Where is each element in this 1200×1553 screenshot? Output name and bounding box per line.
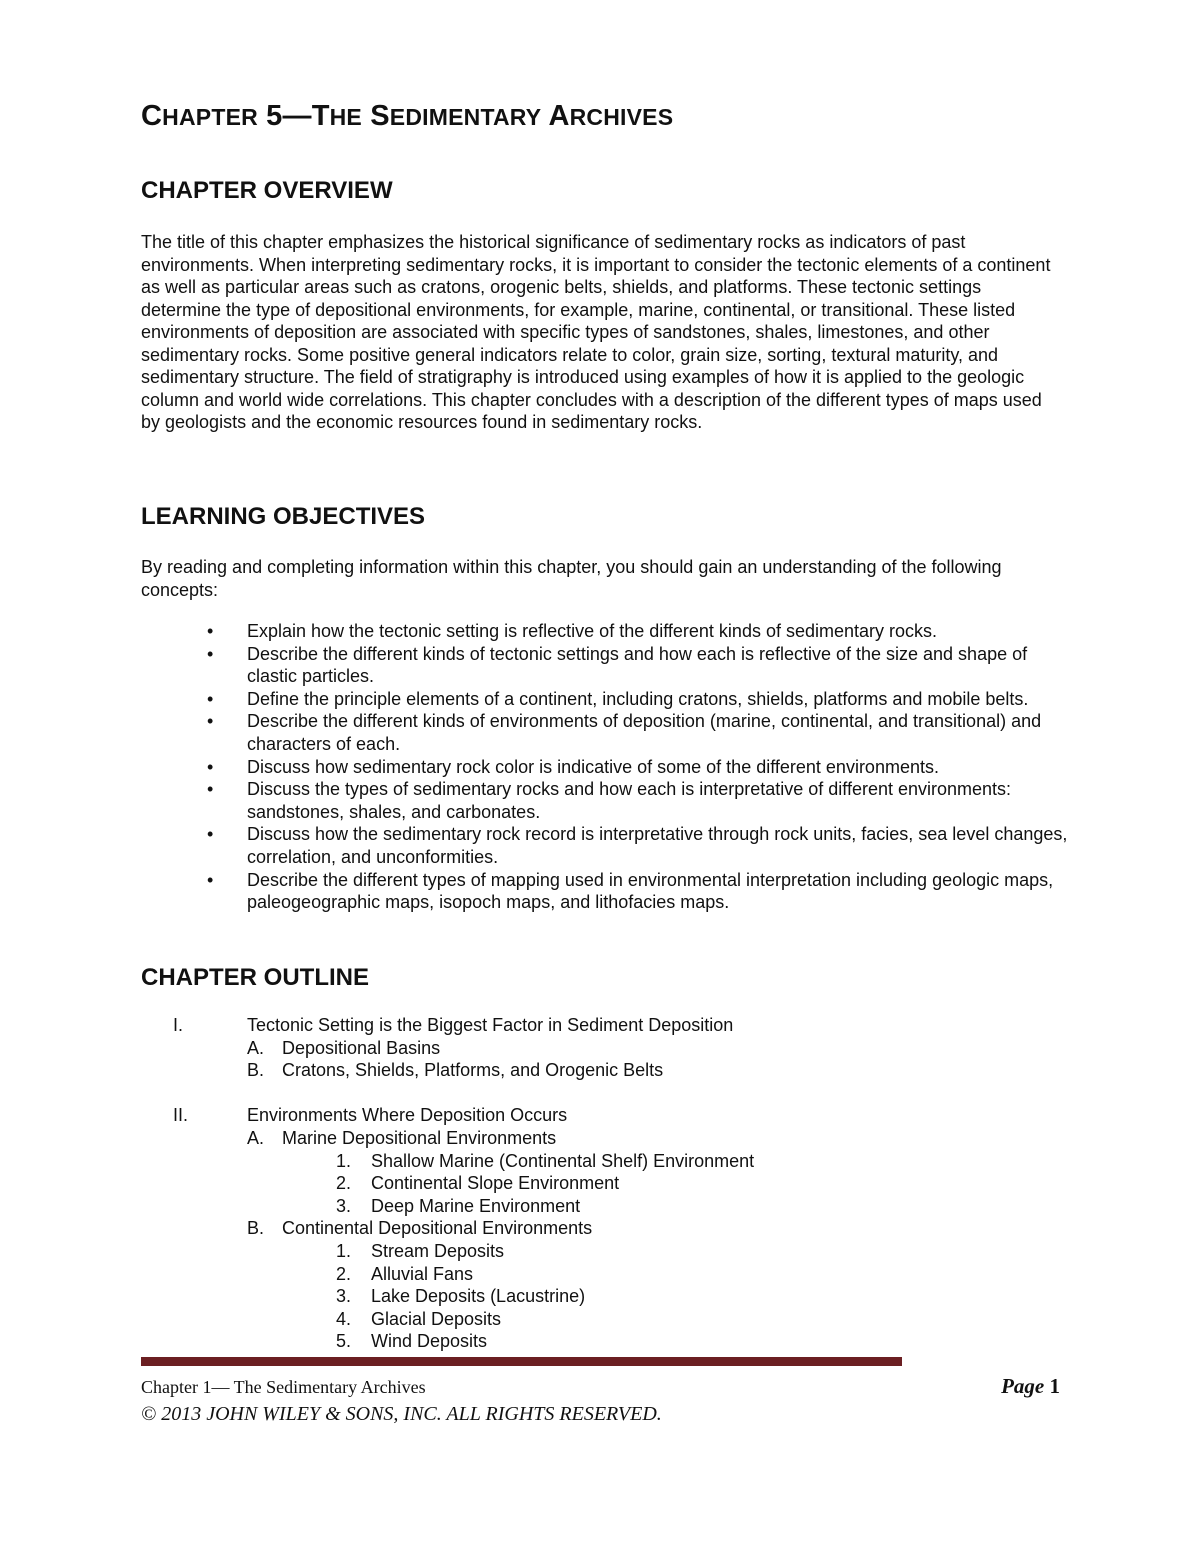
outline-number: II. [173, 1105, 189, 1126]
outline-number: 5. [336, 1331, 352, 1352]
objective-item [141, 756, 1081, 779]
objective-item [141, 620, 1081, 643]
objective-text: Discuss the types of sedimentary rocks and how each is interpretative of different environments: sandstones, shales, and carbonates. [247, 779, 1012, 822]
bullet-icon: • [207, 643, 214, 664]
outline-label: Tectonic Setting is the Biggest Factor in Sediment Deposition [247, 1015, 734, 1035]
outline-subsection [141, 1059, 1041, 1082]
outline-number: A. [247, 1127, 265, 1148]
outline-number: 3. [336, 1195, 352, 1216]
outline-subsection [141, 1217, 1041, 1240]
bullet-icon: • [207, 869, 214, 890]
outline-label: Alluvial Fans [371, 1263, 474, 1284]
bullet-icon: • [207, 779, 214, 800]
outline-number: 3. [336, 1286, 352, 1307]
bullet-icon: • [207, 824, 214, 845]
objective-text: Discuss how sedimentary rock color is indicative of some of the different environments. [247, 756, 939, 777]
outline-item [141, 1330, 1041, 1353]
bullet-icon: • [207, 756, 214, 777]
outline-label: Depositional Basins [282, 1037, 441, 1058]
objective-item [141, 643, 1081, 688]
chapter-outline [141, 1014, 1041, 1353]
overview-text: The title of this chapter emphasizes the historical significance of sedimentary rocks as indicators of past environments. When interpreting sedimentary rocks, it is important to consider the tectonic elements of a continent as well as particular areas such as cratons, orogenic belts, shields, and platforms. These tectonic settings determine the type of depositional environments, for example, marine, continental, or transitional. These listed environments of deposition are associated with specific types of sandstones, shales, limestones, and other sedimentary rocks. Some positive general indicators relate to color, grain size, sorting, textural maturity, and sedimentary structure. The field of stratigraphy is introduced using examples of how it is applied to the geologic column and world wide correlations. This chapter concludes with a description of the different types of maps used by geologists and the economic resources found in sedimentary rocks. [141, 232, 1051, 432]
copyright-notice: © 2013 JOHN WILEY & SONS, INC. ALL RIGHTS RESERVED. [141, 1403, 662, 1425]
outline-number: 2. [336, 1173, 352, 1194]
outline-label: Lake Deposits (Lacustrine) [371, 1286, 586, 1307]
outline-section [141, 1104, 1041, 1127]
outline-label: Environments Where Deposition Occurs [247, 1105, 568, 1126]
objectives-heading: LEARNING OBJECTIVES [141, 503, 426, 530]
footer-rule [141, 1357, 902, 1366]
outline-subsection [141, 1037, 1041, 1060]
objective-item [141, 823, 1081, 868]
objectives-list [141, 620, 1081, 914]
overview-heading: CHAPTER OVERVIEW [141, 177, 393, 204]
outline-item [141, 1308, 1041, 1331]
objective-text: Discuss how the sedimentary rock record is interpretative through rock units, facies, sea level changes, correlation, and unconformities. [247, 824, 1068, 867]
outline-item [141, 1150, 1041, 1173]
page-number: 1 [1049, 1374, 1060, 1398]
title-part: EDIMENTARY [389, 104, 542, 130]
objective-text: Describe the different kinds of environments of deposition (marine, continental, and transitional) and characters of each. [247, 711, 1042, 754]
footer-chapter-text: Chapter 1— The Sedimentary Archives [141, 1377, 426, 1397]
objective-item [141, 710, 1081, 755]
outline-spacer [141, 1082, 1041, 1105]
outline-number: 1. [336, 1150, 352, 1171]
outline-heading: CHAPTER OUTLINE [141, 964, 369, 991]
objective-item [141, 688, 1081, 711]
overview-paragraph [141, 231, 1061, 434]
outline-section [141, 1014, 1041, 1037]
outline-item [141, 1195, 1041, 1218]
objectives-intro-paragraph [141, 556, 1021, 601]
title-part: HAPTER [162, 104, 258, 130]
footer-page-number [1001, 1374, 1060, 1399]
outline-label: Marine Depositional Environments [282, 1127, 557, 1148]
outline-item [141, 1172, 1041, 1195]
outline-label: Deep Marine Environment [371, 1195, 581, 1216]
objective-item [141, 869, 1081, 914]
outline-label: Continental Slope Environment [371, 1173, 620, 1194]
objective-text: Define the principle elements of a continent, including cratons, shields, platforms and mobile belts. [247, 688, 1029, 709]
outline-number: B. [247, 1218, 265, 1239]
outline-label: Continental Depositional Environments [282, 1218, 593, 1239]
outline-item [141, 1263, 1041, 1286]
title-part: C [141, 100, 163, 132]
title-part: S [361, 100, 390, 132]
chapter-title [141, 100, 673, 133]
bullet-icon: • [207, 688, 214, 709]
title-part: RCHIVES [569, 104, 674, 130]
title-part: HE [329, 104, 362, 130]
objective-item [141, 778, 1081, 823]
outline-number: 1. [336, 1240, 352, 1261]
page-label: Page [1001, 1374, 1045, 1398]
outline-number: I. [173, 1015, 184, 1035]
outline-number: B. [247, 1060, 265, 1081]
outline-label: Shallow Marine (Continental Shelf) Environment [371, 1150, 755, 1171]
objective-text: Explain how the tectonic setting is reflective of the different kinds of sedimentary rocks. [247, 621, 938, 641]
outline-label: Cratons, Shields, Platforms, and Orogenic Belts [282, 1060, 664, 1081]
outline-label: Stream Deposits [371, 1240, 505, 1261]
objectives-intro: By reading and completing information within this chapter, you should gain an understanding of the following concepts: [141, 557, 1002, 600]
outline-number: 4. [336, 1308, 352, 1329]
outline-label: Glacial Deposits [371, 1308, 502, 1329]
outline-number: 2. [336, 1263, 352, 1284]
outline-item [141, 1285, 1041, 1308]
bullet-icon: • [207, 711, 214, 732]
outline-label: Wind Deposits [371, 1331, 488, 1352]
outline-number: A. [247, 1037, 265, 1058]
title-part: 5—T [257, 100, 330, 132]
outline-subsection [141, 1127, 1041, 1150]
bullet-icon: • [207, 621, 214, 641]
outline-item [141, 1240, 1041, 1263]
objective-text: Describe the different kinds of tectonic settings and how each is reflective of the size and shape of clastic particles. [247, 643, 1028, 687]
title-part: A [541, 100, 570, 132]
objective-text: Describe the different types of mapping used in environmental interpretation including geologic maps, paleogeographic maps, isopoch maps, and lithofacies maps. [247, 869, 1054, 913]
